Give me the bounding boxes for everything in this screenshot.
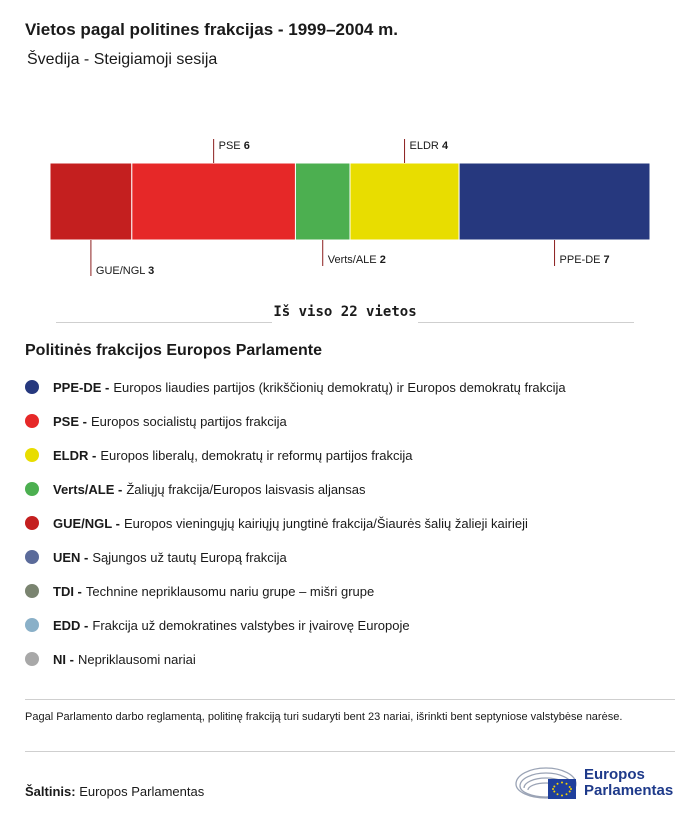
footnote: Pagal Parlamento darbo reglamentą, politinę frakciją turi sudaryti bent 23 nariai, išrinkti bent septyniose valstybėse narėse. <box>25 711 623 723</box>
data-label-gue-ngl: GUE/NGL 3 <box>95 265 155 277</box>
legend-item-verts-ale <box>25 472 685 506</box>
footnote-divider-bottom <box>25 751 675 752</box>
source-line <box>25 784 204 799</box>
bar-segment-verts-ale <box>295 163 350 240</box>
legend-description: Europos socialistų partijos frakcija <box>90 413 287 429</box>
seat-distribution-chart <box>0 130 700 290</box>
data-label-verts-ale: Verts/ALE 2 <box>327 254 386 266</box>
legend-code: TDI - <box>53 583 82 599</box>
legend-item-ni <box>25 642 685 676</box>
bar-segment-gue-ngl <box>50 163 132 240</box>
data-label-pse: PSE 6 <box>218 140 250 152</box>
legend-item-ppe-de <box>25 370 685 404</box>
legend-code: NI - <box>53 651 74 667</box>
bar-segment-eldr <box>350 163 459 240</box>
legend-code: ELDR - <box>53 447 97 463</box>
total-divider-right <box>418 322 634 323</box>
logo-line-2: Parlamentas <box>584 782 674 799</box>
legend-description: Technine nepriklausomu nariu grupe – mišri grupe <box>85 583 375 599</box>
legend-description: Žaliųjų frakcija/Europos laisvasis aljansas <box>126 481 366 497</box>
source-label: Šaltinis: <box>25 784 76 799</box>
legend-code: UEN - <box>53 549 89 565</box>
page-title: Vietos pagal politines frakcijas - 1999–2004 m. <box>25 20 398 39</box>
logo-line-1: Europos <box>584 766 645 783</box>
total-seats <box>56 300 634 342</box>
bar-segment-pse <box>132 163 296 240</box>
legend <box>25 370 685 676</box>
legend-dot <box>25 414 39 428</box>
legend-item-pse <box>25 404 685 438</box>
legend-code: GUE/NGL - <box>53 515 120 531</box>
legend-code: Verts/ALE - <box>53 481 123 497</box>
legend-dot <box>25 584 39 598</box>
legend-dot <box>25 448 39 462</box>
legend-dot <box>25 482 39 496</box>
legend-item-edd <box>25 608 685 642</box>
legend-description: Nepriklausomi nariai <box>77 651 196 667</box>
legend-item-eldr <box>25 438 685 472</box>
footnote-divider-top <box>25 699 675 700</box>
legend-dot <box>25 618 39 632</box>
legend-description: Europos liberalų, demokratų ir reformų partijos frakcija <box>100 447 413 463</box>
data-label-ppe-de: PPE-DE 7 <box>559 254 610 266</box>
legend-dot <box>25 550 39 564</box>
data-label-eldr: ELDR 4 <box>409 140 449 152</box>
legend-description: Sąjungos už tautų Europą frakcija <box>92 549 287 565</box>
legend-title: Politinės frakcijos Europos Parlamente <box>25 342 322 359</box>
logo-text <box>584 767 673 799</box>
legend-code: PPE-DE - <box>53 379 110 395</box>
total-seats-label: Iš viso 22 vietos <box>273 304 417 320</box>
legend-item-tdi <box>25 574 685 608</box>
legend-code: EDD - <box>53 617 89 633</box>
total-divider-left <box>56 322 272 323</box>
legend-dot <box>25 380 39 394</box>
legend-description: Europos liaudies partijos (krikščionių demokratų) ir Europos demokratų frakcija <box>113 379 566 395</box>
legend-dot <box>25 652 39 666</box>
page-subtitle: Švedija - Steigiamoji sesija <box>27 51 218 68</box>
legend-description: Europos vieningųjų kairiųjų jungtinė frakcija/Šiaurės šalių žalieji kairieji <box>123 515 528 531</box>
parliament-emblem-icon <box>514 762 578 802</box>
bar-segment-ppe-de <box>459 163 650 240</box>
legend-item-gue-ngl <box>25 506 685 540</box>
legend-code: PSE - <box>53 413 87 429</box>
legend-description: Frakcija už demokratines valstybes ir įvairovę Europoje <box>92 617 410 633</box>
legend-dot <box>25 516 39 530</box>
legend-item-uen <box>25 540 685 574</box>
european-parliament-logo <box>514 762 684 802</box>
source-value: Europos Parlamentas <box>79 784 205 799</box>
